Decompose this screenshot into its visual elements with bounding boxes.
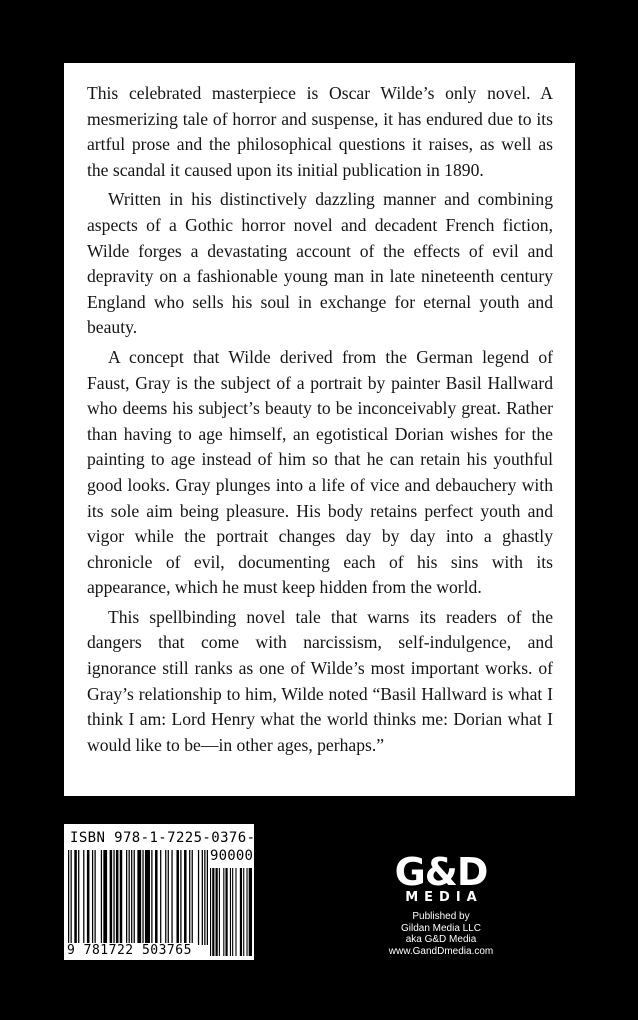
barcode-bar [243,868,244,956]
barcode-bar [142,850,143,945]
isbn-barcode [64,824,265,960]
barcode-bar [230,868,231,956]
gd-media-logo [390,850,492,905]
ean-barcode-bars [68,850,208,945]
barcode-bar [171,850,172,945]
barcode-bar [192,850,193,945]
barcode-bar [74,850,77,945]
blurb-paragraph-3: A concept that Wilde derived from the German legend of Faust, Gray is the subject of a portrait by painter Basil Hallward who deems his subject’s beauty to be inconceivably great. Rather than having to age himself, an egotistical Dorian wishes for the painting to age instead of him so that he can retain his youthful good looks. Gray plunges into a life of vice and debauchery with its sole aim being pleasure. His body retains perfect youth and vigor while the portrait changes day by day into a ghastly chronicle of evil, documenting each of his sins with its appearance, which he must keep hidden from the world. [87,346,553,598]
logo-sub-text: MEDIA [405,890,483,905]
barcode-bar [94,850,95,945]
barcode-bar [151,850,152,945]
barcode-bar [207,850,208,945]
barcode-bar [126,850,127,945]
barcode-bar [204,850,205,945]
barcode-bar [71,850,72,945]
barcode-bar [176,850,179,945]
price-addon-bars [210,868,252,956]
barcode-bar [110,850,113,945]
barcode-bar [155,850,158,945]
barcode-bar [131,850,132,945]
barcode-bar [145,850,150,945]
blurb-panel [64,63,575,796]
blurb-paragraph-1: This celebrated masterpiece is Oscar Wilde’s only novel. A mesmerizing tale of horror and suspense, it has endured due to its artful prose and the philosophical questions it raises, as well as the scandal it caused upon its initial publication in 1890. [87,83,553,180]
publisher-info [366,911,516,957]
barcode-bar [212,868,214,956]
barcode-bar [232,868,233,956]
barcode-bar [184,850,187,945]
barcode-bar [129,850,130,945]
publisher-line-3: aka G&D Media [405,934,477,945]
barcode-bar [103,850,107,945]
barcode-bar [189,850,190,945]
barcode-bar [87,850,90,945]
barcode-bar [235,868,236,956]
price-code: 90000 [210,848,254,864]
barcode-bar [101,850,102,945]
logo-main-text: G&D [394,850,488,894]
publisher-line-1: Published by [412,911,470,922]
barcode-bar [165,850,166,945]
barcode-bar [249,868,252,956]
publisher-line-2: Gildan Media LLC [400,922,482,934]
barcode-bar [223,868,224,956]
barcode-bar [180,850,181,945]
barcode-bar [160,850,161,945]
barcode-bar [83,850,84,945]
barcode-bar [78,850,79,945]
barcode-bar [113,850,114,945]
barcode-bar [120,850,123,945]
barcode-bar [216,868,218,956]
barcode-bar [246,868,247,956]
blurb-paragraph-4: This spellbinding novel tale that warns its readers of the dangers that come with narcissism, self-indulgence, and ignorance still ranks as one of Wilde’s most important works. of Gray’s relationship to him, Wilde noted “Basil Hallward is what I think I am: Lord Henry what the world thinks me: Dorian what I would like to be—in other ages, perhaps.” [87,606,553,755]
blurb-paragraph-2: Written in his distinctively dazzling manner and combining aspects of a Gothic horror novel and decadent French fiction, Wilde forges a devastating account of the effects of evil and depravity on a fashionable young man in late nineteenth century England who sells his soul in exchange for eternal youth and beauty. [87,189,553,338]
barcode-bar [116,850,119,945]
barcode-bar [137,850,141,945]
barcode-bar [198,850,199,945]
barcode-bar [202,850,203,945]
barcode-bar [68,850,69,945]
isbn-label: ISBN 978-1-7225-0376-5 [70,830,265,846]
barcode-bar [210,868,211,956]
barcode-bar [134,850,135,945]
publisher-line-4: www.GandDmedia.com [388,945,494,957]
barcode-bar [225,868,227,956]
barcode-bar [168,850,169,945]
barcode-bar [92,850,93,945]
barcode-bar [240,868,242,956]
ean-digits: 9 781722 503765 [67,943,192,958]
barcode-bar [219,868,220,956]
